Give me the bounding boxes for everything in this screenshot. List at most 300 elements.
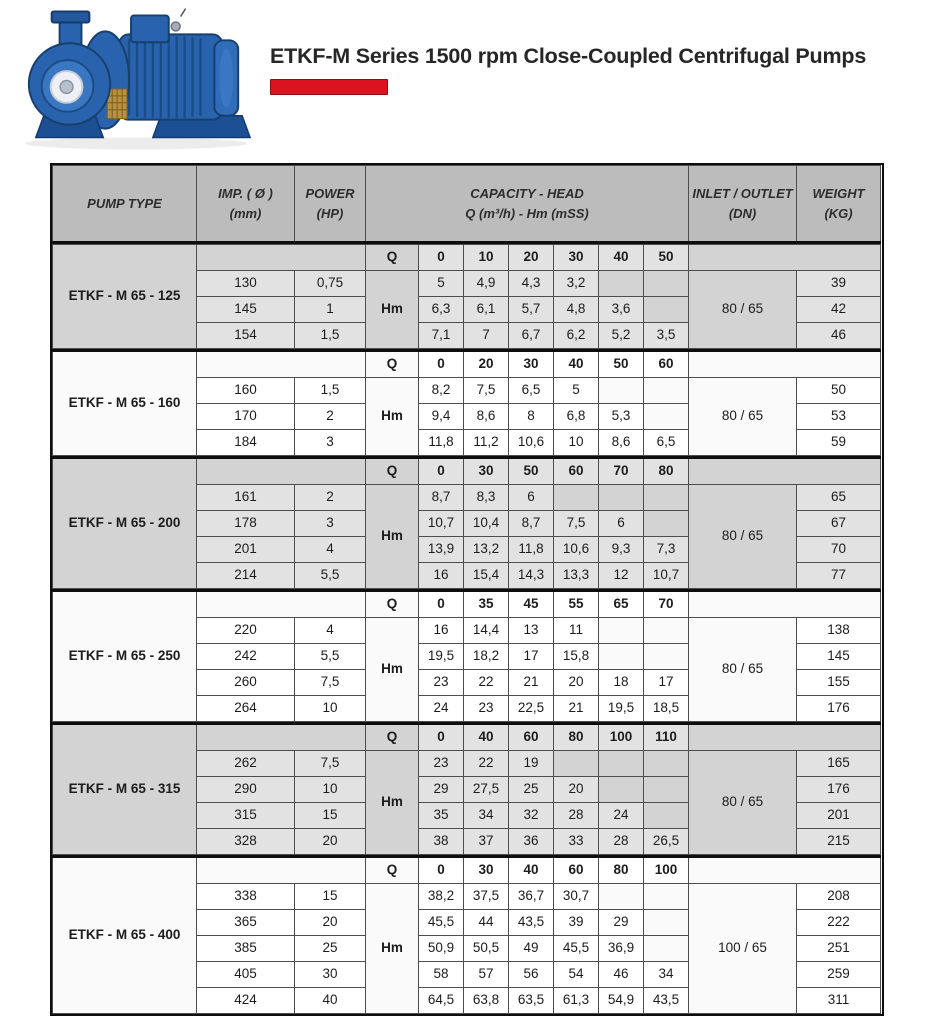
head-value-cell: 6,8 (554, 404, 599, 430)
impeller-cell: 424 (197, 988, 295, 1014)
head-value-cell: 45,5 (554, 936, 599, 962)
weight-cell: 259 (797, 962, 881, 988)
q-value-cell: 40 (599, 245, 644, 271)
accent-bar (270, 79, 388, 95)
head-value-cell: 44 (464, 910, 509, 936)
head-value-cell: 7,5 (554, 511, 599, 537)
impeller-cell: 405 (197, 962, 295, 988)
section-q-row (53, 351, 881, 378)
head-value-cell: 32 (509, 803, 554, 829)
q-value-cell: 50 (509, 458, 554, 485)
pump-spec-table (50, 163, 884, 1016)
head-value-cell: 36 (509, 829, 554, 855)
head-value-cell: 15,8 (554, 644, 599, 670)
header-imp-label: IMP. ( Ø ) (218, 185, 273, 201)
weight-cell: 201 (797, 803, 881, 829)
head-value-cell: 12 (599, 563, 644, 589)
head-value-cell: 19 (509, 751, 554, 777)
head-value-cell: 8,2 (419, 378, 464, 404)
q-value-cell: 10 (464, 245, 509, 271)
head-value-cell: 8,7 (509, 511, 554, 537)
head-value-cell: 7,1 (419, 323, 464, 349)
head-value-cell: 7,5 (464, 378, 509, 404)
q-value-cell: 70 (644, 591, 689, 618)
head-value-cell: 7,3 (644, 537, 689, 563)
blank-cell (689, 724, 881, 751)
weight-cell: 251 (797, 936, 881, 962)
head-value-cell: 5 (554, 378, 599, 404)
empty-cell (644, 751, 689, 777)
head-value-cell: 46 (599, 962, 644, 988)
q-value-cell: 0 (419, 724, 464, 751)
empty-cell (644, 936, 689, 962)
power-cell: 10 (295, 777, 366, 803)
section-q-row (53, 458, 881, 485)
head-value-cell: 4,8 (554, 297, 599, 323)
head-value-cell: 63,8 (464, 988, 509, 1014)
col-header-inlet-outlet (689, 166, 797, 243)
empty-cell (599, 777, 644, 803)
header-power-label: POWER (305, 185, 355, 201)
hm-label-cell: Hm (366, 485, 419, 589)
head-value-cell: 63,5 (509, 988, 554, 1014)
head-value-cell: 14,3 (509, 563, 554, 589)
pump-type-cell: ETKF - M 65 - 315 (53, 724, 197, 855)
head-value-cell: 6 (599, 511, 644, 537)
head-value-cell: 8,6 (464, 404, 509, 430)
head-value-cell: 28 (554, 803, 599, 829)
pump-section-1 (52, 244, 881, 349)
impeller-cell: 145 (197, 297, 295, 323)
weight-cell: 50 (797, 378, 881, 404)
head-value-cell: 23 (464, 696, 509, 722)
head-value-cell: 5,3 (599, 404, 644, 430)
head-value-cell: 23 (419, 751, 464, 777)
q-value-cell: 35 (464, 591, 509, 618)
weight-cell: 65 (797, 485, 881, 511)
head-value-cell: 10 (554, 430, 599, 456)
header-imp-unit: (mm) (229, 205, 262, 221)
head-value-cell: 4,9 (464, 271, 509, 297)
head-value-cell: 6,1 (464, 297, 509, 323)
head-value-cell: 24 (419, 696, 464, 722)
head-value-cell: 34 (644, 962, 689, 988)
head-value-cell: 23 (419, 670, 464, 696)
impeller-cell: 315 (197, 803, 295, 829)
hm-label-cell: Hm (366, 751, 419, 855)
inlet-outlet-cell: 80 / 65 (689, 485, 797, 589)
power-cell: 5,5 (295, 644, 366, 670)
q-value-cell: 60 (509, 724, 554, 751)
head-value-cell: 10,6 (554, 537, 599, 563)
blank-cell (689, 591, 881, 618)
hm-label-cell: Hm (366, 378, 419, 456)
blank-cell (197, 458, 366, 485)
blank-cell (197, 857, 366, 884)
head-value-cell: 29 (599, 910, 644, 936)
power-cell: 0,75 (295, 271, 366, 297)
power-cell: 4 (295, 537, 366, 563)
q-value-cell: 60 (554, 458, 599, 485)
weight-cell: 39 (797, 271, 881, 297)
q-label-cell: Q (366, 724, 419, 751)
blank-cell (197, 724, 366, 751)
header-inlet-unit: (DN) (728, 205, 757, 221)
head-value-cell: 8,3 (464, 485, 509, 511)
head-value-cell: 37,5 (464, 884, 509, 910)
head-value-cell: 13,2 (464, 537, 509, 563)
head-value-cell: 50,9 (419, 936, 464, 962)
head-value-cell: 29 (419, 777, 464, 803)
hm-label-cell: Hm (366, 884, 419, 1014)
q-value-cell: 80 (554, 724, 599, 751)
head-value-cell: 24 (599, 803, 644, 829)
header-pump-type-label: PUMP TYPE (87, 195, 162, 211)
head-value-cell: 56 (509, 962, 554, 988)
section-q-row (53, 591, 881, 618)
empty-cell (599, 618, 644, 644)
q-value-cell: 50 (644, 245, 689, 271)
weight-cell: 46 (797, 323, 881, 349)
q-label-cell: Q (366, 591, 419, 618)
head-value-cell: 9,3 (599, 537, 644, 563)
head-value-cell: 7 (464, 323, 509, 349)
head-value-cell: 10,7 (419, 511, 464, 537)
empty-cell (599, 884, 644, 910)
power-cell: 30 (295, 962, 366, 988)
inlet-outlet-cell: 100 / 65 (689, 884, 797, 1014)
impeller-cell: 214 (197, 563, 295, 589)
q-value-cell: 80 (599, 857, 644, 884)
head-value-cell: 38 (419, 829, 464, 855)
head-value-cell: 11,8 (419, 430, 464, 456)
header-inlet-label: INLET / OUTLET (692, 185, 793, 201)
head-value-cell: 34 (464, 803, 509, 829)
power-cell: 15 (295, 884, 366, 910)
blank-cell (689, 458, 881, 485)
weight-cell: 70 (797, 537, 881, 563)
empty-cell (644, 511, 689, 537)
head-value-cell: 54,9 (599, 988, 644, 1014)
weight-cell: 138 (797, 618, 881, 644)
blank-cell (197, 245, 366, 271)
head-value-cell: 39 (554, 910, 599, 936)
head-value-cell: 16 (419, 618, 464, 644)
q-value-cell: 0 (419, 857, 464, 884)
empty-cell (644, 271, 689, 297)
head-value-cell: 6 (509, 485, 554, 511)
blank-cell (197, 591, 366, 618)
head-value-cell: 18,5 (644, 696, 689, 722)
weight-cell: 165 (797, 751, 881, 777)
blank-cell (689, 857, 881, 884)
head-value-cell: 58 (419, 962, 464, 988)
header-weight-label: WEIGHT (812, 185, 865, 201)
head-value-cell: 21 (509, 670, 554, 696)
head-value-cell: 8 (509, 404, 554, 430)
power-cell: 2 (295, 485, 366, 511)
pump-section-4 (52, 589, 881, 722)
q-value-cell: 30 (464, 458, 509, 485)
q-value-cell: 45 (509, 591, 554, 618)
header-capacity-unit: Q (m³/h) - Hm (mSS) (465, 205, 589, 221)
impeller-cell: 264 (197, 696, 295, 722)
impeller-cell: 154 (197, 323, 295, 349)
head-value-cell: 26,5 (644, 829, 689, 855)
empty-cell (644, 404, 689, 430)
impeller-cell: 328 (197, 829, 295, 855)
blank-cell (197, 351, 366, 378)
head-value-cell: 28 (599, 829, 644, 855)
empty-cell (554, 485, 599, 511)
power-cell: 40 (295, 988, 366, 1014)
inlet-outlet-cell: 80 / 65 (689, 751, 797, 855)
q-value-cell: 30 (509, 351, 554, 378)
head-value-cell: 18 (599, 670, 644, 696)
empty-cell (644, 485, 689, 511)
head-value-cell: 21 (554, 696, 599, 722)
empty-cell (644, 777, 689, 803)
q-value-cell: 0 (419, 245, 464, 271)
q-value-cell: 30 (554, 245, 599, 271)
power-cell: 3 (295, 511, 366, 537)
col-header-power (295, 166, 366, 243)
head-value-cell: 5 (419, 271, 464, 297)
head-value-cell: 27,5 (464, 777, 509, 803)
head-value-cell: 22 (464, 670, 509, 696)
inlet-outlet-cell: 80 / 65 (689, 378, 797, 456)
head-value-cell: 10,6 (509, 430, 554, 456)
power-cell: 7,5 (295, 751, 366, 777)
q-value-cell: 40 (554, 351, 599, 378)
empty-cell (644, 297, 689, 323)
q-value-cell: 80 (644, 458, 689, 485)
power-cell: 25 (295, 936, 366, 962)
header-capacity-label: CAPACITY - HEAD (470, 185, 584, 201)
head-value-cell: 8,7 (419, 485, 464, 511)
head-value-cell: 25 (509, 777, 554, 803)
q-value-cell: 70 (599, 458, 644, 485)
impeller-cell: 260 (197, 670, 295, 696)
power-cell: 7,5 (295, 670, 366, 696)
pump-section-5 (52, 722, 881, 855)
head-value-cell: 11,2 (464, 430, 509, 456)
head-value-cell: 17 (509, 644, 554, 670)
head-value-cell: 38,2 (419, 884, 464, 910)
q-value-cell: 20 (464, 351, 509, 378)
impeller-cell: 160 (197, 378, 295, 404)
hm-label-cell: Hm (366, 618, 419, 722)
weight-cell: 155 (797, 670, 881, 696)
power-cell: 3 (295, 430, 366, 456)
q-value-cell: 65 (599, 591, 644, 618)
impeller-cell: 130 (197, 271, 295, 297)
inlet-outlet-cell: 80 / 65 (689, 271, 797, 349)
head-value-cell: 20 (554, 670, 599, 696)
pump-type-cell: ETKF - M 65 - 125 (53, 245, 197, 349)
head-value-cell: 36,7 (509, 884, 554, 910)
pump-section-6 (52, 855, 881, 1014)
weight-cell: 77 (797, 563, 881, 589)
head-value-cell: 22 (464, 751, 509, 777)
empty-cell (644, 910, 689, 936)
head-value-cell: 22,5 (509, 696, 554, 722)
impeller-cell: 338 (197, 884, 295, 910)
head-value-cell: 57 (464, 962, 509, 988)
head-value-cell: 36,9 (599, 936, 644, 962)
impeller-cell: 201 (197, 537, 295, 563)
impeller-cell: 242 (197, 644, 295, 670)
q-label-cell: Q (366, 245, 419, 271)
head-value-cell: 33 (554, 829, 599, 855)
inlet-outlet-cell: 80 / 65 (689, 618, 797, 722)
weight-cell: 176 (797, 777, 881, 803)
pump-section-2 (52, 349, 881, 456)
q-value-cell: 60 (554, 857, 599, 884)
head-value-cell: 3,5 (644, 323, 689, 349)
q-value-cell: 20 (509, 245, 554, 271)
header-row (53, 166, 881, 243)
section-q-row (53, 724, 881, 751)
col-header-pump-type (53, 166, 197, 243)
head-value-cell: 18,2 (464, 644, 509, 670)
power-cell: 4 (295, 618, 366, 644)
q-label-cell: Q (366, 857, 419, 884)
impeller-cell: 290 (197, 777, 295, 803)
empty-cell (644, 644, 689, 670)
head-value-cell: 6,5 (644, 430, 689, 456)
pump-type-cell: ETKF - M 65 - 160 (53, 351, 197, 456)
weight-cell: 67 (797, 511, 881, 537)
head-value-cell: 16 (419, 563, 464, 589)
weight-cell: 42 (797, 297, 881, 323)
head-value-cell: 61,3 (554, 988, 599, 1014)
pump-section-3 (52, 456, 881, 589)
head-value-cell: 6,3 (419, 297, 464, 323)
head-value-cell: 15,4 (464, 563, 509, 589)
col-header-impeller (197, 166, 295, 243)
impeller-cell: 170 (197, 404, 295, 430)
q-value-cell: 50 (599, 351, 644, 378)
weight-cell: 208 (797, 884, 881, 910)
power-cell: 20 (295, 910, 366, 936)
head-value-cell: 5,2 (599, 323, 644, 349)
power-cell: 5,5 (295, 563, 366, 589)
weight-cell: 59 (797, 430, 881, 456)
head-value-cell: 9,4 (419, 404, 464, 430)
q-value-cell: 55 (554, 591, 599, 618)
empty-cell (599, 644, 644, 670)
q-value-cell: 0 (419, 591, 464, 618)
head-value-cell: 35 (419, 803, 464, 829)
empty-cell (644, 803, 689, 829)
head-value-cell: 49 (509, 936, 554, 962)
weight-cell: 222 (797, 910, 881, 936)
impeller-cell: 161 (197, 485, 295, 511)
pump-type-cell: ETKF - M 65 - 250 (53, 591, 197, 722)
head-value-cell: 43,5 (644, 988, 689, 1014)
col-header-weight (797, 166, 881, 243)
pump-sections (52, 244, 882, 1014)
impeller-cell: 262 (197, 751, 295, 777)
blank-cell (689, 351, 881, 378)
empty-cell (599, 485, 644, 511)
empty-cell (644, 378, 689, 404)
page-header (0, 0, 931, 160)
head-value-cell: 13,9 (419, 537, 464, 563)
head-value-cell: 13 (509, 618, 554, 644)
empty-cell (554, 751, 599, 777)
head-value-cell: 10,7 (644, 563, 689, 589)
head-value-cell: 43,5 (509, 910, 554, 936)
head-value-cell: 10,4 (464, 511, 509, 537)
col-header-capacity-head (366, 166, 689, 243)
q-value-cell: 100 (644, 857, 689, 884)
head-value-cell: 20 (554, 777, 599, 803)
empty-cell (599, 751, 644, 777)
pump-type-cell: ETKF - M 65 - 400 (53, 857, 197, 1014)
head-value-cell: 4,3 (509, 271, 554, 297)
head-value-cell: 54 (554, 962, 599, 988)
head-value-cell: 17 (644, 670, 689, 696)
section-q-row (53, 245, 881, 271)
q-value-cell: 100 (599, 724, 644, 751)
q-value-cell: 0 (419, 351, 464, 378)
q-label-cell: Q (366, 351, 419, 378)
head-value-cell: 19,5 (599, 696, 644, 722)
spec-table-header (52, 165, 881, 244)
power-cell: 15 (295, 803, 366, 829)
empty-cell (644, 618, 689, 644)
empty-cell (644, 884, 689, 910)
q-value-cell: 30 (464, 857, 509, 884)
head-value-cell: 6,2 (554, 323, 599, 349)
head-value-cell: 14,4 (464, 618, 509, 644)
blank-cell (689, 245, 881, 271)
impeller-cell: 178 (197, 511, 295, 537)
head-value-cell: 30,7 (554, 884, 599, 910)
head-value-cell: 3,2 (554, 271, 599, 297)
head-value-cell: 13,3 (554, 563, 599, 589)
q-label-cell: Q (366, 458, 419, 485)
header-power-unit: (HP) (316, 205, 344, 221)
head-value-cell: 19,5 (419, 644, 464, 670)
weight-cell: 145 (797, 644, 881, 670)
weight-cell: 176 (797, 696, 881, 722)
q-value-cell: 60 (644, 351, 689, 378)
head-value-cell: 11 (554, 618, 599, 644)
power-cell: 1 (295, 297, 366, 323)
power-cell: 10 (295, 696, 366, 722)
head-value-cell: 45,5 (419, 910, 464, 936)
head-value-cell: 37 (464, 829, 509, 855)
head-value-cell: 11,8 (509, 537, 554, 563)
section-q-row (53, 857, 881, 884)
power-cell: 1,5 (295, 378, 366, 404)
pump-type-cell: ETKF - M 65 - 200 (53, 458, 197, 589)
pump-illustration (12, 4, 260, 154)
head-value-cell: 6,5 (509, 378, 554, 404)
head-value-cell: 50,5 (464, 936, 509, 962)
head-value-cell: 6,7 (509, 323, 554, 349)
impeller-cell: 365 (197, 910, 295, 936)
impeller-cell: 220 (197, 618, 295, 644)
empty-cell (599, 378, 644, 404)
q-value-cell: 40 (464, 724, 509, 751)
impeller-cell: 184 (197, 430, 295, 456)
weight-cell: 215 (797, 829, 881, 855)
header-weight-unit: (KG) (824, 205, 853, 221)
